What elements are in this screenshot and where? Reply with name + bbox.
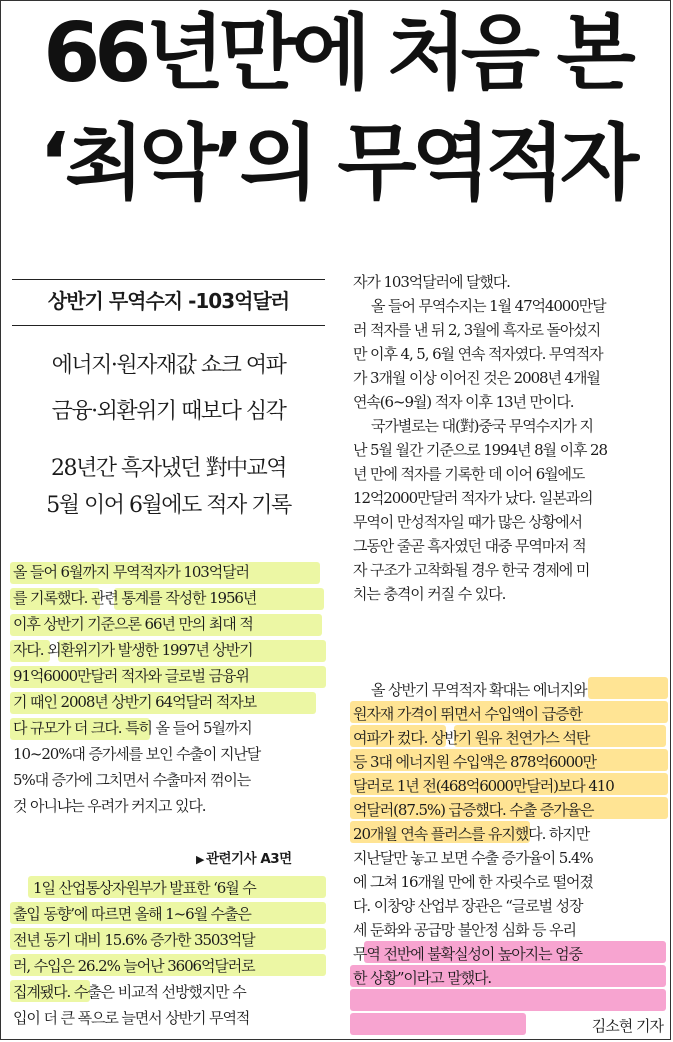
headline-line2: ‘최악’의 무역적자 bbox=[38, 116, 635, 211]
body-line: 무역이 만성적자일 때가 많은 상황에서 bbox=[353, 513, 582, 531]
body-line: 만 이후 4, 5, 6월 연속 적자였다. 무역적자 bbox=[353, 345, 603, 363]
body-line: 세 둔화와 공급망 불안정 심화 등 우리 bbox=[353, 921, 576, 939]
body-line: 것 아니냐는 우려가 커지고 있다. bbox=[13, 797, 206, 815]
body-line: 러, 수입은 26.2% 늘어난 3606억달러로 bbox=[13, 957, 255, 975]
highlight-mark bbox=[588, 677, 668, 699]
headline-line1: 66년만에 처음 본 bbox=[43, 6, 630, 101]
body-line: 여파가 컸다. 상반기 원유 천연가스 석탄 bbox=[353, 729, 590, 747]
body-line: 난 5월 월간 기준으로 1994년 8월 이후 28 bbox=[353, 441, 607, 459]
body-line: 5%대 증가에 그치면서 수출마저 꺾이는 bbox=[13, 771, 251, 789]
body-line: 이후 상반기 기준으론 66년 만의 최대 적 bbox=[13, 615, 253, 633]
body-line: 출입 동향’에 따르면 올해 1~6월 수출은 bbox=[13, 905, 251, 923]
body-line: 기 때인 2008년 상반기 64억달러 적자보 bbox=[13, 693, 257, 711]
highlight-mark bbox=[350, 989, 666, 1011]
body-line: 지난달만 놓고 보면 수출 증가율이 5.4% bbox=[353, 849, 593, 867]
subhead-rule-top bbox=[12, 279, 325, 280]
body-line: 10~20%대 증가세를 보인 수출이 지난달 bbox=[13, 745, 261, 763]
body-line: 다 규모가 더 크다. 특히 올 들어 5월까지 bbox=[13, 719, 252, 737]
related-article-link[interactable] bbox=[196, 847, 292, 867]
body-line: 치는 충격이 커질 수 있다. bbox=[353, 585, 506, 603]
deck-line: 금융·외환위기 때보다 심각 bbox=[51, 399, 286, 424]
body-line: 자가 103억달러에 달했다. bbox=[353, 273, 510, 291]
triangle-right-icon: ▶ bbox=[196, 853, 204, 866]
body-line: 12억2000만달러 적자가 났다. 일본과의 bbox=[353, 489, 593, 507]
body-line: 한 상황”이라고 말했다. bbox=[353, 969, 492, 987]
body-line: 무역 전반에 불확실성이 높아지는 엄중 bbox=[353, 945, 582, 963]
body-line: 에 그쳐 16개월 만에 한 자릿수로 떨어졌 bbox=[353, 873, 593, 891]
body-line: 올 상반기 무역적자 확대는 에너지와 bbox=[371, 681, 587, 699]
deck-line: 28년간 흑자냈던 對中교역 bbox=[51, 456, 286, 481]
body-line: 원자재 가격이 뛰면서 수입액이 급증한 bbox=[353, 705, 582, 723]
body-line: 자 구조가 고착화될 경우 한국 경제에 미 bbox=[353, 561, 590, 579]
body-line: 전년 동기 대비 15.6% 증가한 3503억달 bbox=[13, 931, 255, 949]
body-line: 등 3대 에너지원 수입액은 878억6000만 bbox=[353, 753, 596, 771]
deck-line: 에너지·원자재값 쇼크 여파 bbox=[51, 353, 286, 378]
body-line: 91억6000만달러 적자와 글로벌 금융위 bbox=[13, 667, 249, 685]
body-line: 년 만에 적자를 기록한 데 이어 6월에도 bbox=[353, 465, 585, 483]
body-line: 올 들어 무역수지는 1월 47억4000만달 bbox=[371, 297, 606, 315]
body-line: 연속(6~9월) 적자 이후 13년 만이다. bbox=[353, 393, 574, 411]
body-line: 입이 더 큰 폭으로 늘면서 상반기 무역적 bbox=[13, 1009, 250, 1027]
body-line: 가 3개월 이상 이어진 것은 2008년 4개월 bbox=[353, 369, 600, 387]
body-line: 그동안 줄곧 흑자였던 대중 무역마저 적 bbox=[353, 537, 586, 555]
body-line: 억달러(87.5%) 급증했다. 수출 증가율은 bbox=[353, 801, 594, 819]
deck-line: 5월 이어 6월에도 적자 기록 bbox=[46, 493, 291, 518]
body-line: 자다. 외환위기가 발생한 1997년 상반기 bbox=[13, 641, 253, 659]
byline: 김소현 기자 bbox=[591, 1017, 663, 1035]
body-line: 달러로 1년 전(468억6000만달러)보다 410 bbox=[353, 777, 614, 795]
body-line: 집계됐다. 수출은 비교적 선방했지만 수 bbox=[13, 983, 246, 1001]
body-line: 를 기록했다. 관련 통계를 작성한 1956년 bbox=[13, 589, 257, 607]
subhead-rule-bottom bbox=[12, 325, 325, 326]
subhead: 상반기 무역수지 -103억달러 bbox=[47, 289, 290, 313]
body-line: 국가별로는 대(對)중국 무역수지가 지 bbox=[371, 417, 593, 435]
body-line: 20개월 연속 플러스를 유지했다. 하지만 bbox=[353, 825, 590, 843]
body-line: 다. 이창양 산업부 장관은 “글로벌 성장 bbox=[353, 897, 583, 915]
body-line: 러 적자를 낸 뒤 2, 3월에 흑자로 돌아섰지 bbox=[353, 321, 601, 339]
body-line: 올 들어 6월까지 무역적자가 103억달러 bbox=[13, 563, 249, 581]
body-line: 1일 산업통상자원부가 발표한 ‘6월 수 bbox=[33, 879, 256, 897]
highlight-mark bbox=[350, 1013, 526, 1035]
related-article-label: 관련기사 A3면 bbox=[205, 851, 292, 867]
